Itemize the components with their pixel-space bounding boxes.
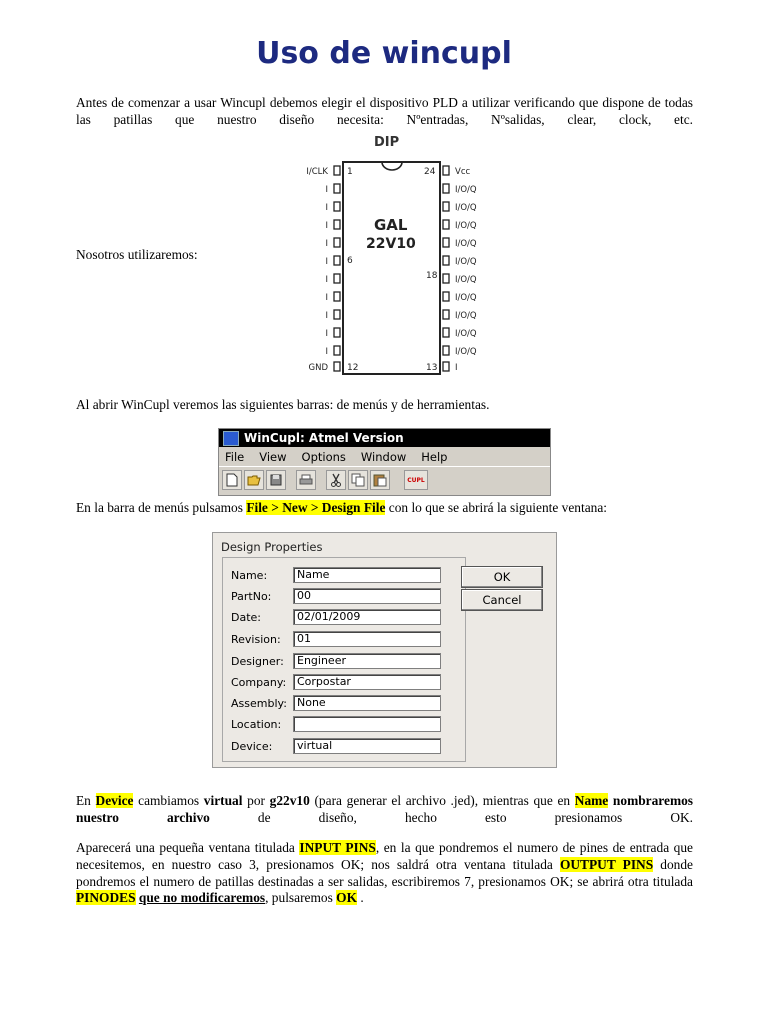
dialog-title: Design Properties: [221, 540, 323, 554]
svg-text:I/O/Q: I/O/Q: [455, 311, 477, 321]
assembly-row: [231, 694, 441, 712]
svg-text:I: I: [455, 363, 458, 373]
svg-text:I/O/Q: I/O/Q: [455, 329, 477, 339]
paste-icon[interactable]: [370, 470, 390, 490]
dialog-field-group: [222, 557, 466, 762]
company-row: [231, 673, 441, 691]
design-properties-dialog: [212, 532, 557, 768]
device-instructions-paragraph: En Device cambiamos virtual por g22v10 (para generar el archivo .jed), mientras que en Name nombraremos nuestro archivo de diseño, hecho esto presionamos OK.: [76, 793, 694, 825]
assembly-label: Assembly:: [231, 696, 287, 710]
revision-label: Revision:: [231, 632, 281, 646]
company-label: Company:: [231, 675, 287, 689]
file-new-design-file-highlight: File > New > Design File: [246, 500, 386, 515]
partno-input[interactable]: 00: [293, 588, 441, 604]
svg-text:I: I: [325, 239, 328, 249]
name-highlight: Name: [574, 793, 609, 808]
revision-input[interactable]: 01: [293, 631, 441, 647]
svg-text:I/O/Q: I/O/Q: [455, 293, 477, 303]
menu-window[interactable]: Window: [360, 449, 407, 464]
save-icon[interactable]: [266, 470, 286, 490]
menu-file[interactable]: File: [225, 449, 245, 464]
svg-text:I/CLK: I/CLK: [306, 167, 328, 177]
svg-text:I: I: [325, 257, 328, 267]
svg-text:I: I: [325, 293, 328, 303]
pin-number-12: 12: [347, 363, 359, 373]
ok-highlight: OK: [336, 890, 357, 906]
input-pins-highlight: INPUT PINS: [299, 840, 376, 855]
pinodes-highlight: PINODES: [76, 890, 136, 906]
assembly-input[interactable]: None: [293, 695, 441, 711]
gal22v10-dip-diagram: [286, 128, 506, 383]
menu-instructions-paragraph: En la barra de menús pulsamos File > New > Design File con lo que se abrirá la siguiente ventana:: [76, 500, 608, 515]
output-pins-highlight: OUTPUT PINS: [559, 856, 654, 872]
name-label: Name:: [231, 568, 268, 582]
pin-number-18: 18: [426, 271, 438, 281]
svg-text:I/O/Q: I/O/Q: [455, 275, 477, 285]
no-modificaremos-underline: que no modificaremos: [138, 890, 266, 906]
designer-input[interactable]: Engineer: [293, 653, 441, 669]
pin-number-1: 1: [347, 167, 353, 177]
chip-body: [343, 162, 440, 374]
name-row: [231, 566, 441, 584]
date-input[interactable]: 02/01/2009: [293, 609, 441, 625]
device-label: Device:: [231, 739, 273, 753]
right-pins: [443, 166, 449, 371]
svg-text:I/O/Q: I/O/Q: [455, 185, 477, 195]
svg-text:I/O/Q: I/O/Q: [455, 239, 477, 249]
menu-options[interactable]: Options: [301, 449, 346, 464]
device-highlight: Device: [95, 793, 134, 808]
pin-number-24: 24: [424, 167, 436, 177]
wincupl-toolbar: [219, 466, 550, 493]
location-row: [231, 715, 441, 733]
menu-help[interactable]: Help: [421, 449, 448, 464]
svg-text:I: I: [325, 347, 328, 357]
svg-text:I: I: [325, 275, 328, 285]
svg-text:I/O/Q: I/O/Q: [455, 347, 477, 357]
svg-text:I: I: [325, 221, 328, 231]
svg-text:Vcc: Vcc: [455, 167, 471, 177]
svg-text:I/O/Q: I/O/Q: [455, 257, 477, 267]
pin-number-6: 6: [347, 256, 353, 266]
device-row: [231, 737, 441, 755]
svg-text:I/O/Q: I/O/Q: [455, 221, 477, 231]
partno-label: PartNo:: [231, 589, 272, 603]
name-input[interactable]: Name: [293, 567, 441, 583]
new-file-icon[interactable]: [222, 470, 242, 490]
svg-text:I: I: [325, 185, 328, 195]
svg-text:I: I: [325, 203, 328, 213]
wincupl-titlebar: [219, 429, 550, 447]
left-pin-labels: [306, 167, 328, 373]
ok-button[interactable]: OK: [461, 566, 543, 588]
location-label: Location:: [231, 717, 282, 731]
print-icon[interactable]: [296, 470, 316, 490]
date-label: Date:: [231, 610, 261, 624]
nosotros-text: Nosotros utilizaremos:: [76, 247, 198, 262]
designer-row: [231, 652, 441, 670]
company-input[interactable]: Corpostar: [293, 674, 441, 690]
location-input[interactable]: [293, 716, 441, 732]
pins-instructions-paragraph: Aparecerá una pequeña ventana titulada INPUT PINS, en la que pondremos el numero de pines de entrada que necesitemos, en nuestro caso 3, presionamos OK; nos saldrá otra ventana titulada OUTPUT PINS donde pondremos el numero de patillas destinadas a ser salidas, escribiremos 7, presionamos OK; se abrirá otra titulada PINODES que no modificaremos, pulsaremos OK .: [76, 840, 694, 906]
device-input[interactable]: virtual: [293, 738, 441, 754]
intro-paragraph: Antes de comenzar a usar Wincupl debemos elegir el dispositivo PLD a utilizar verificando que dispone de todas las patillas que nuestro diseño necesita: Nºentradas, Nºsalidas, clear, clock, etc.: [76, 95, 693, 127]
page-title: Uso de wincupl: [256, 36, 512, 71]
wincupl-menubar: [219, 447, 550, 466]
copy-icon[interactable]: [348, 470, 368, 490]
chip-name: GAL: [374, 216, 408, 234]
svg-text:I/O/Q: I/O/Q: [455, 203, 477, 213]
svg-text:GND: GND: [308, 363, 328, 373]
dip-package-label: DIP: [374, 135, 400, 150]
partno-row: [231, 587, 441, 605]
cupl-compile-icon[interactable]: CUPL: [404, 470, 428, 490]
cut-icon[interactable]: [326, 470, 346, 490]
cancel-button[interactable]: Cancel: [461, 589, 543, 611]
menu-view[interactable]: View: [259, 449, 287, 464]
pin-number-13: 13: [426, 363, 438, 373]
wincupl-intro-text: Al abrir WinCupl veremos las siguientes barras: de menús y de herramientas.: [76, 397, 490, 412]
open-folder-icon[interactable]: [244, 470, 264, 490]
chip-model: 22V10: [366, 236, 416, 252]
revision-row: [231, 630, 441, 648]
left-pins: [334, 166, 340, 371]
wincupl-window-bars: [218, 428, 551, 496]
date-row: [231, 608, 441, 626]
designer-label: Designer:: [231, 654, 284, 668]
wincupl-app-icon: [223, 431, 239, 446]
svg-text:I: I: [325, 311, 328, 321]
wincupl-title: WinCupl: Atmel Version: [244, 431, 404, 445]
right-pin-labels: [455, 167, 477, 373]
svg-text:I: I: [325, 329, 328, 339]
